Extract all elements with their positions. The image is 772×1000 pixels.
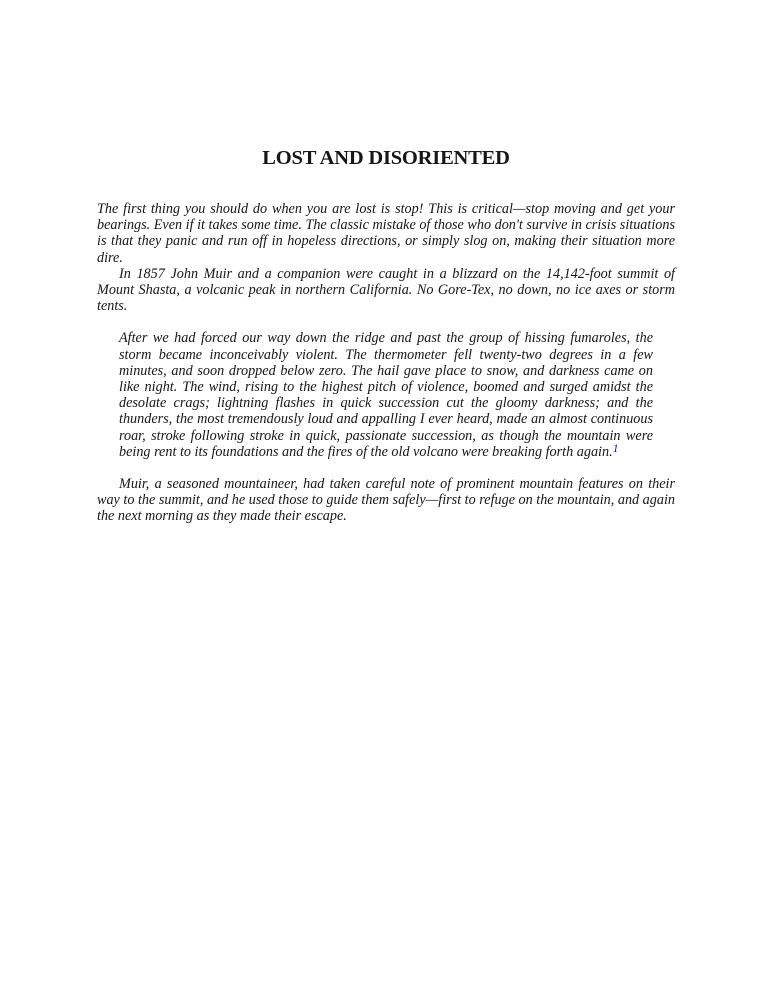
- block-quote: [119, 330, 653, 460]
- paragraph-intro: The first thing you should do when you are lost is stop! This is critical—stop moving and get your bearings. Even if it takes some time. The classic mistake of those who don't survive in crisis situations is that they panic and run off in hopeless directions, or simply slog on, making their situation more dire.: [97, 201, 675, 266]
- paragraph-muir-escape: Muir, a seasoned mountaineer, had taken careful note of prominent mountain features on their way to the summit, and he used those to guide them safely—first to refuge on the mountain, and again the next morning as they made their escape.: [97, 476, 675, 525]
- chapter-body: [97, 201, 675, 525]
- chapter-title: LOST AND DISORIENTED: [262, 147, 510, 169]
- footnote-link[interactable]: 1: [612, 440, 619, 455]
- paragraph-muir-blizzard: In 1857 John Muir and a companion were caught in a blizzard on the 14,142-foot summit of Mount Shasta, a volcanic peak in northern California. No Gore-Tex, no down, no ice axes or storm tents.: [97, 265, 675, 315]
- block-quote-text: After we had forced our way down the ridge and past the group of hissing fumaroles, the storm became inconceivably violent. The thermometer fell twenty-two degrees in a few minutes, and soon dropped below zero. The hail gave place to snow, and darkness came on like night. The wind, rising to the highest pitch of violence, boomed and surged amidst the desolate crags; lightning flashes in quick succession cut the gloomy darkness; and the thunders, the most tremendously loud and appalling I ever heard, made an almost continuous roar, stroke following stroke in quick, passionate succession, as though the mountain were being rent to its foundations and the fires of the old volcano were breaking forth again.: [119, 330, 653, 460]
